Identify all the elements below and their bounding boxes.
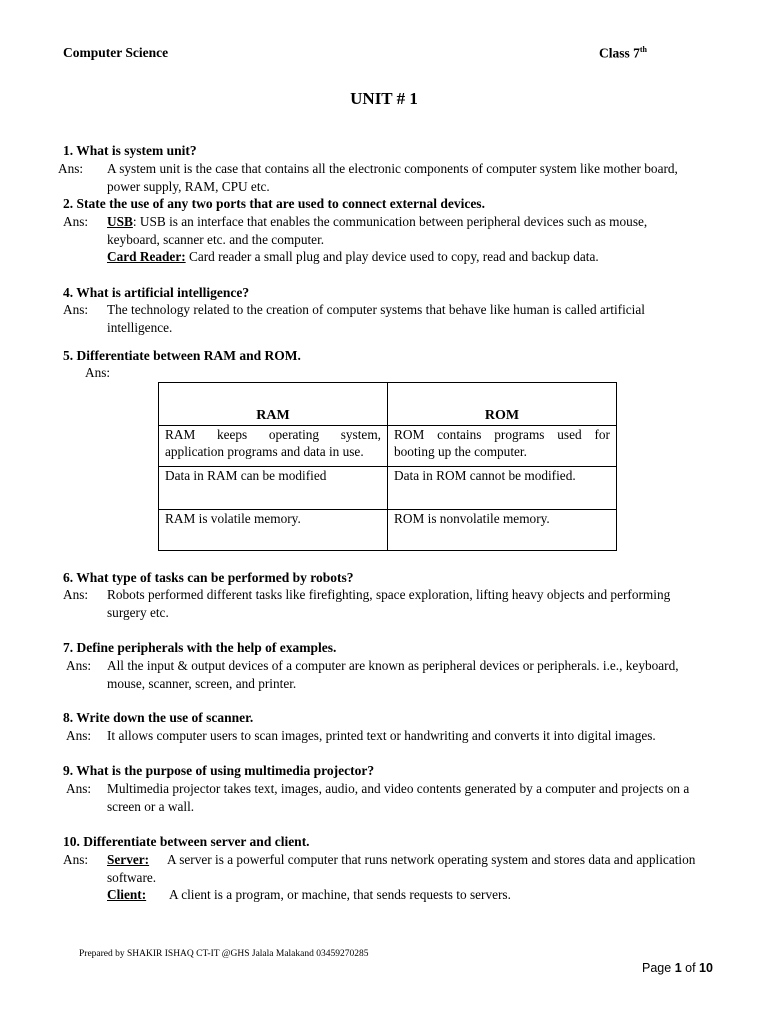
class-header (599, 45, 647, 62)
question-6: 6. What type of tasks can be performed by robots? (63, 570, 354, 585)
answer-2 (107, 213, 711, 266)
ans-label-8: Ans: (66, 728, 92, 743)
ans-label-6: Ans: (63, 587, 89, 602)
answer-4-line-1: The technology related to the creation of computer systems that behave like human is called artificial (107, 302, 645, 317)
table-row (159, 510, 617, 551)
page-total: 10 (699, 961, 713, 975)
card-reader-definition: Card reader a small plug and play device used to copy, read and backup data. (185, 249, 599, 264)
answer-6-line-2: surgery etc. (107, 604, 169, 620)
page-current: 1 (674, 961, 682, 975)
answer-7-line-2: mouse, scanner, screen, and printer. (107, 675, 297, 691)
answer-9-line-1: Multimedia projector takes text, images, audio, and video contents generated by a computer and projects on a (107, 781, 690, 796)
server-line (107, 851, 711, 869)
answer-7-line-1: All the input & output devices of a computer are known as peripheral devices or peripherals. i.e., keyboard, (107, 658, 679, 673)
question-2: 2. State the use of any two ports that are used to connect external devices. (63, 196, 485, 211)
answer-8 (107, 727, 711, 745)
answer-8-line-1: It allows computer users to scan images, printed text or handwriting and converts it into digital images. (107, 728, 656, 743)
question-10: 10. Differentiate between server and client. (63, 834, 310, 849)
page-number (642, 961, 713, 975)
answer-1-line-2: power supply, RAM, CPU etc. (107, 178, 270, 194)
answer-9 (107, 780, 711, 815)
server-definition: A server is a powerful computer that runs network operating system and stores data and application (167, 852, 696, 867)
class-superscript: th (639, 45, 648, 54)
subject-header: Computer Science (63, 45, 169, 60)
page-word: Page (642, 961, 672, 975)
server-term: Server: (107, 852, 150, 867)
table-cell: RAM keeps operating system, application programs and data in use. (159, 426, 388, 467)
class-label: Class 7 (599, 45, 640, 61)
table-row (159, 467, 617, 510)
answer-6 (107, 586, 711, 621)
question-7: 7. Define peripherals with the help of examples. (63, 640, 337, 655)
ans-label-9: Ans: (66, 781, 92, 796)
ans-label-7: Ans: (66, 658, 92, 673)
usb-line-2: keyboard, scanner etc. and the computer. (107, 231, 325, 247)
answer-4-line-2: intelligence. (107, 319, 173, 335)
answer-6-line-1: Robots performed different tasks like firefighting, space exploration, lifting heavy objects and performing (107, 587, 671, 602)
question-1: 1. What is system unit? (63, 143, 197, 158)
question-8: 8. Write down the use of scanner. (63, 710, 254, 725)
answer-4 (107, 301, 711, 336)
card-reader-term: Card Reader: (107, 249, 186, 264)
client-line (107, 886, 711, 904)
client-definition: A client is a program, or machine, that sends requests to servers. (169, 887, 511, 902)
table-cell: ROM is nonvolatile memory. (388, 510, 617, 551)
table-header-ram: RAM (159, 383, 388, 426)
unit-title: UNIT # 1 (350, 89, 418, 108)
question-4: 4. What is artificial intelligence? (63, 285, 250, 300)
usb-term: USB (107, 214, 133, 229)
server-line-2: software. (107, 869, 157, 885)
answer-1 (107, 160, 711, 195)
ram-rom-table (158, 382, 617, 551)
prepared-by: Prepared by SHAKIR ISHAQ CT-IT @GHS Jalala Malakand 03459270285 (79, 949, 369, 959)
table-cell: RAM is volatile memory. (159, 510, 388, 551)
ans-label-1: Ans: (58, 161, 84, 176)
card-reader-line (107, 248, 711, 266)
usb-definition: : USB is an interface that enables the communication between peripheral devices such as mouse, (132, 214, 648, 229)
answer-9-line-2: screen or a wall. (107, 798, 195, 814)
question-9: 9. What is the purpose of using multimedia projector? (63, 763, 375, 778)
answer-10 (107, 851, 711, 904)
answer-7 (107, 657, 711, 692)
usb-line (107, 213, 711, 231)
table-cell: ROM contains programs used for booting up the computer. (388, 426, 617, 467)
table-row (159, 426, 617, 467)
client-term: Client: (107, 887, 147, 902)
question-5: 5. Differentiate between RAM and ROM. (63, 348, 301, 363)
table-cell: Data in RAM can be modified (159, 467, 388, 510)
answer-1-line-1: A system unit is the case that contains all the electronic components of computer system like mother board, (107, 161, 678, 176)
table-header-row (159, 383, 617, 426)
ans-label-4: Ans: (63, 302, 89, 317)
table-cell: Data in ROM cannot be modified. (388, 467, 617, 510)
ans-label-2: Ans: (63, 214, 89, 229)
of-word: of (685, 961, 696, 975)
table-header-rom: ROM (388, 383, 617, 426)
ans-label-5: Ans: (85, 365, 111, 380)
ans-label-10: Ans: (63, 852, 89, 867)
